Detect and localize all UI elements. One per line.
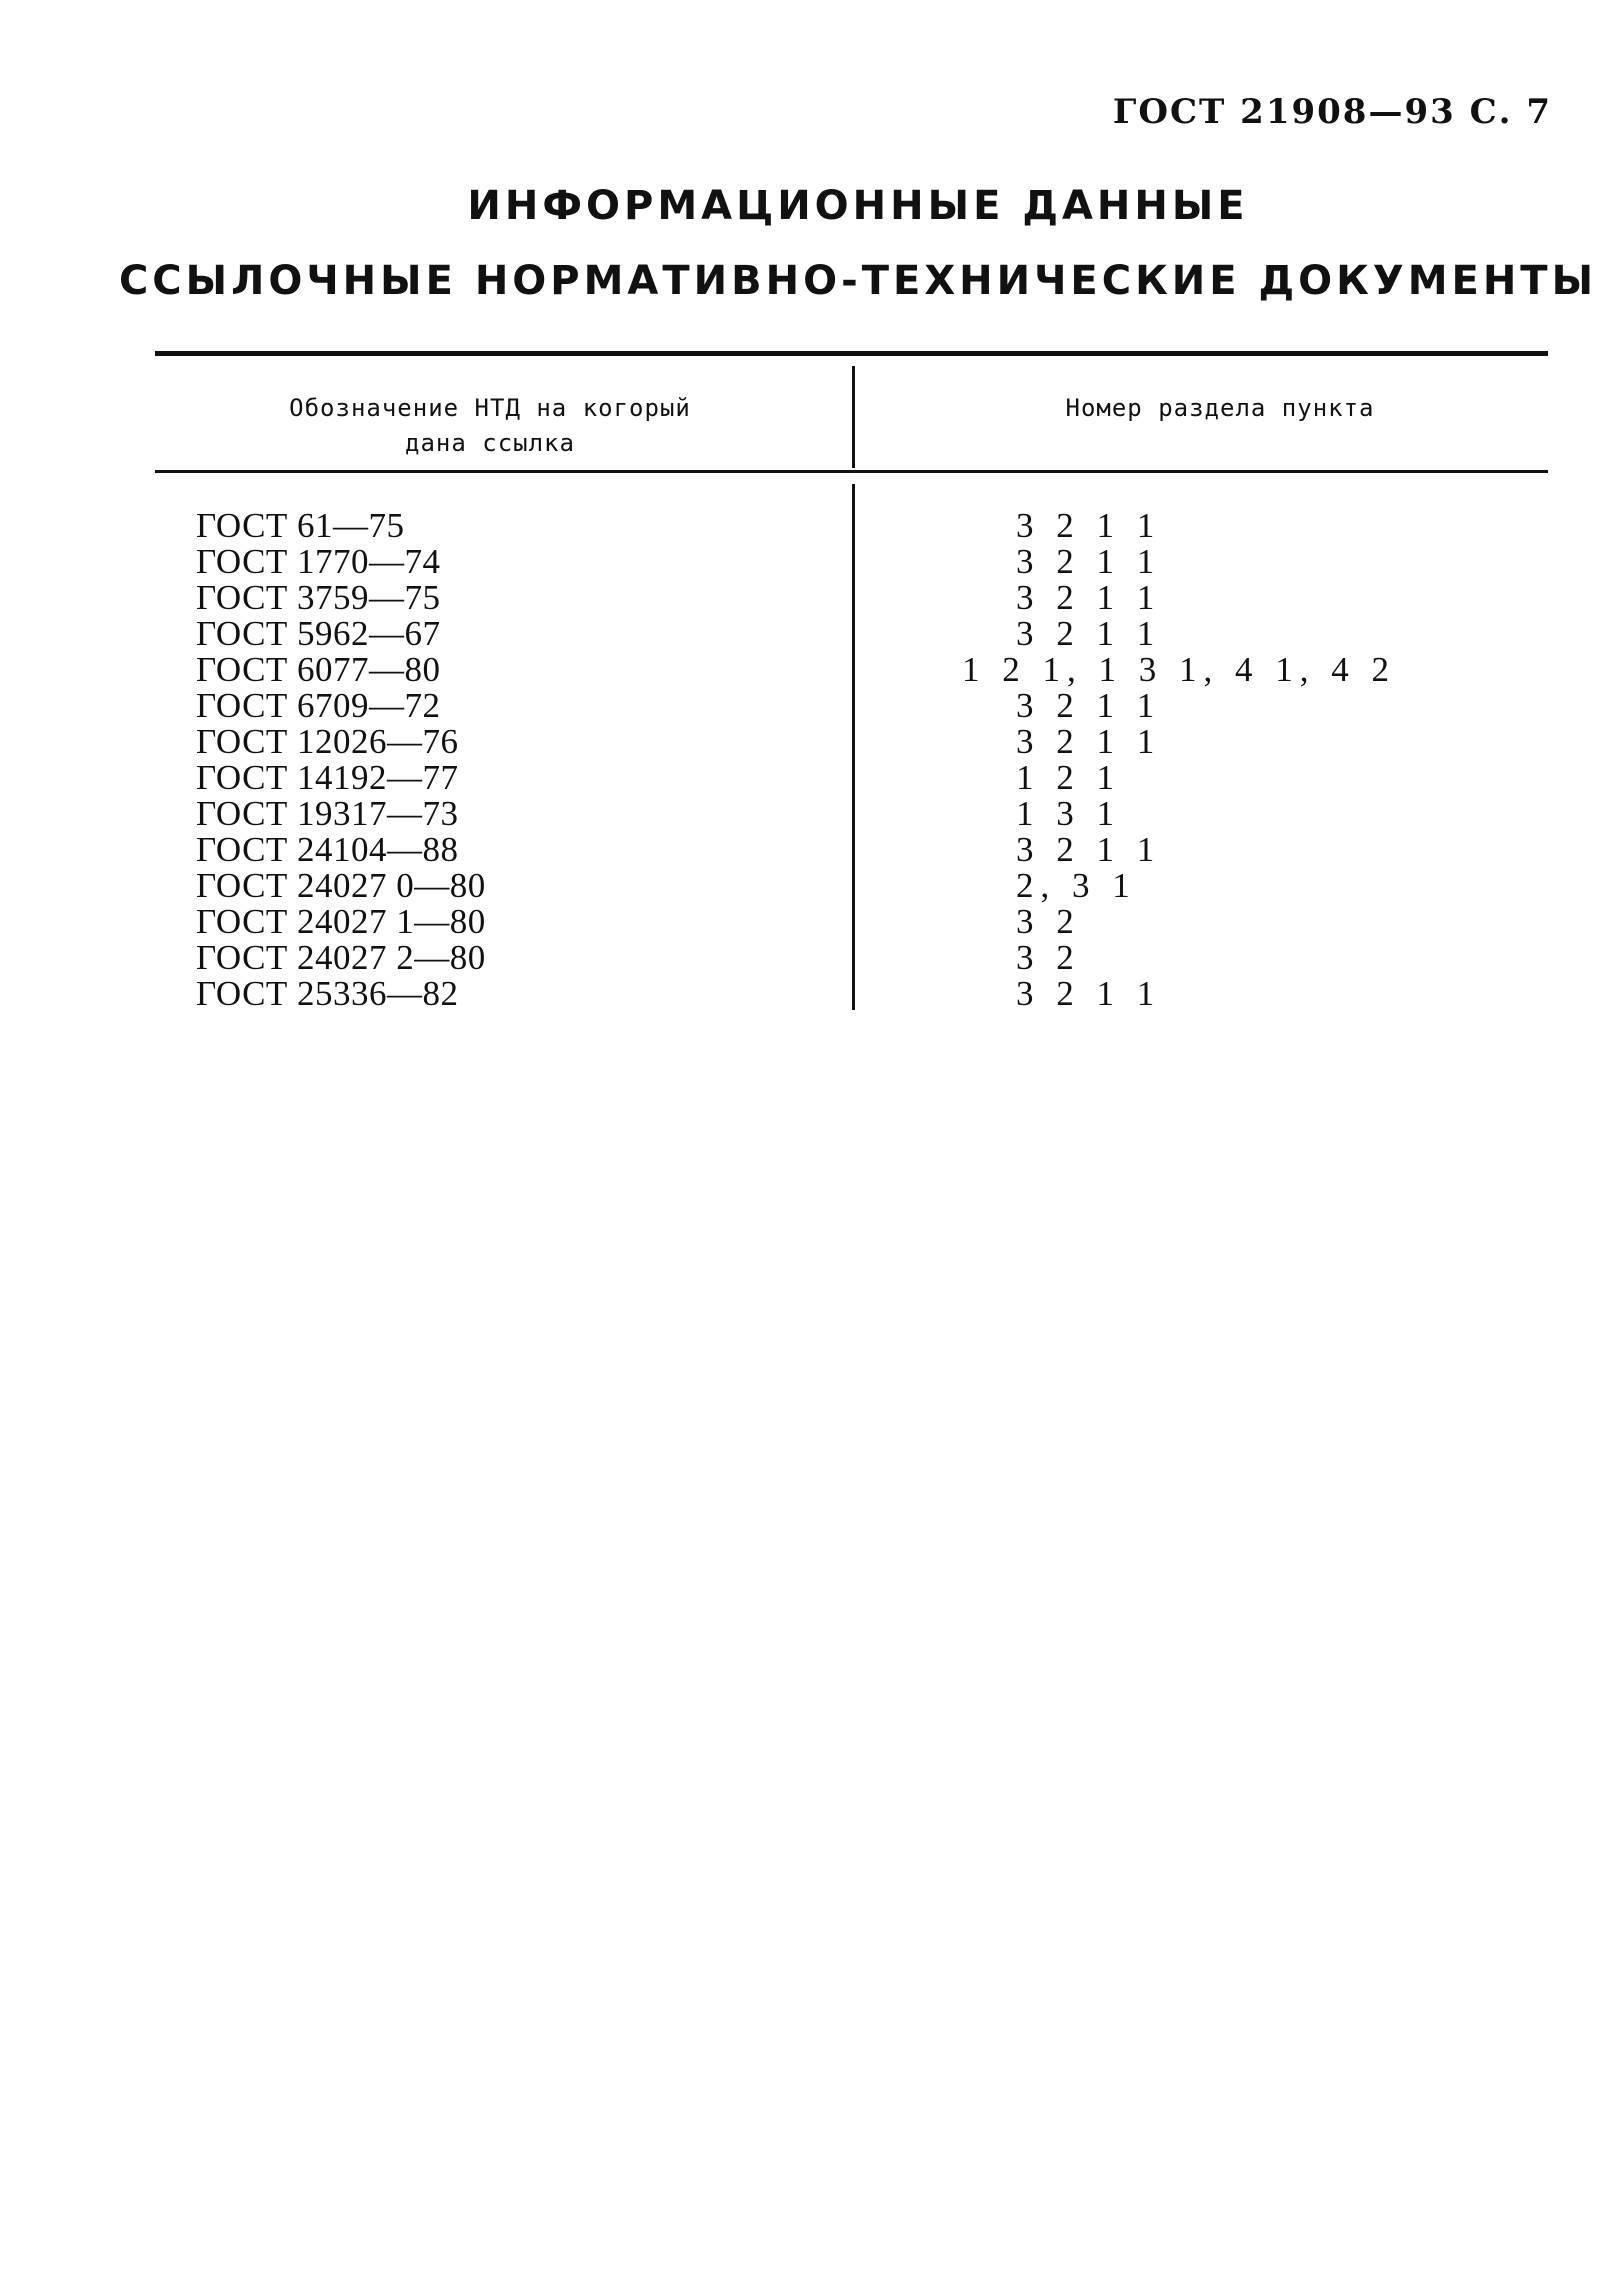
- section-number-cell: 3 2 1 1: [1016, 614, 1162, 653]
- page-subtitle: ССЫЛОЧНЫЕ НОРМАТИВНО-ТЕХНИЧЕСКИЕ ДОКУМЕНТЫ: [118, 258, 1598, 304]
- table-body: [196, 508, 1396, 1012]
- table-row: [196, 544, 1396, 580]
- section-number-cell: 1 2 1: [1016, 758, 1121, 797]
- section-number-cell: 3 2 1 1: [1016, 542, 1162, 581]
- table-row: [196, 508, 1396, 544]
- table-row: [196, 940, 1396, 976]
- table-header-rule: [155, 470, 1548, 473]
- section-number-cell: 1 3 1: [1016, 794, 1121, 833]
- section-number-cell: 2, 3 1: [1016, 866, 1137, 905]
- document-ref-cell: ГОСТ 12026—76: [196, 722, 459, 761]
- document-ref-cell: ГОСТ 25336—82: [196, 974, 459, 1013]
- document-ref-cell: ГОСТ 14192—77: [196, 758, 459, 797]
- table-header-divider: [852, 366, 855, 468]
- table-row: [196, 688, 1396, 724]
- column-header-document: [220, 391, 760, 461]
- column-header-document-line1: Обозначение НТД на когорый: [289, 394, 691, 422]
- page-header-ref: ГОСТ 21908—93 С. 7: [1112, 92, 1552, 132]
- column-header-section-line1: Номер раздела пункта: [1065, 394, 1375, 422]
- document-ref-cell: ГОСТ 24104—88: [196, 830, 459, 869]
- table-row: [196, 724, 1396, 760]
- section-number-cell: 1 2 1, 1 3 1, 4 1, 4 2: [962, 650, 1396, 689]
- section-number-cell: 3 2 1 1: [1016, 722, 1162, 761]
- table-row: [196, 616, 1396, 652]
- section-number-cell: 3 2: [1016, 938, 1081, 977]
- document-ref-cell: ГОСТ 24027 0—80: [196, 866, 486, 905]
- document-ref-cell: ГОСТ 61—75: [196, 506, 405, 545]
- document-ref-cell: ГОСТ 5962—67: [196, 614, 441, 653]
- table-row: [196, 580, 1396, 616]
- section-number-cell: 3 2: [1016, 902, 1081, 941]
- column-header-document-line2: дана ссылка: [405, 429, 575, 457]
- column-header-section: [980, 391, 1460, 426]
- document-ref-cell: ГОСТ 6709—72: [196, 686, 441, 725]
- document-ref-cell: ГОСТ 24027 2—80: [196, 938, 486, 977]
- section-number-cell: 3 2 1 1: [1016, 578, 1162, 617]
- section-number-cell: 3 2 1 1: [1016, 506, 1162, 545]
- section-number-cell: 3 2 1 1: [1016, 974, 1162, 1013]
- table-row: [196, 904, 1396, 940]
- document-ref-cell: ГОСТ 3759—75: [196, 578, 441, 617]
- document-ref-cell: ГОСТ 6077—80: [196, 650, 441, 689]
- document-ref-cell: ГОСТ 24027 1—80: [196, 902, 486, 941]
- table-row: [196, 652, 1396, 688]
- table-top-rule: [155, 351, 1548, 356]
- table-row: [196, 760, 1396, 796]
- document-ref-cell: ГОСТ 1770—74: [196, 542, 441, 581]
- table-row: [196, 796, 1396, 832]
- table-row: [196, 976, 1396, 1012]
- section-number-cell: 3 2 1 1: [1016, 686, 1162, 725]
- table-row: [196, 832, 1396, 868]
- section-number-cell: 3 2 1 1: [1016, 830, 1162, 869]
- page-title: ИНФОРМАЦИОННЫЕ ДАННЫЕ: [467, 183, 1249, 229]
- document-ref-cell: ГОСТ 19317—73: [196, 794, 459, 833]
- table-row: [196, 868, 1396, 904]
